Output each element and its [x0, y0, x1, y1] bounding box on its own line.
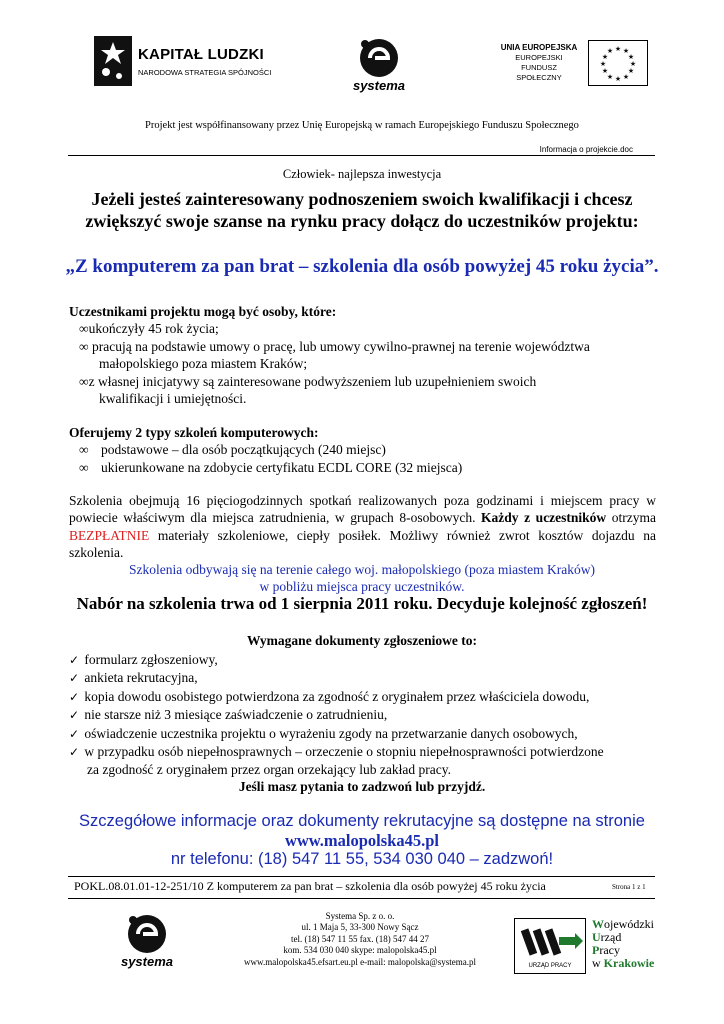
area-line-2: w pobliżu miejsca pracy uczestników.: [259, 579, 465, 594]
list-item: [69, 743, 659, 761]
list-item-text: w przypadku osób niepełnosprawnych – orzeczenie o stopniu niepełnosprawności potwierdzone: [84, 744, 604, 760]
kapital-ludzki-title: KAPITAŁ LUDZKI: [138, 46, 264, 63]
tagline: Człowiek- najlepsza inwestycja: [282, 167, 442, 181]
infinity-bullet-icon: ∞: [79, 338, 89, 354]
mobile-skype: kom. 534 030 040 skype: malopolska45.pl: [283, 945, 437, 956]
systema-footer-logo: [100, 912, 195, 970]
offer-section: [69, 424, 656, 476]
svg-text:★: ★: [601, 67, 609, 75]
offer-heading: Oferujemy 2 typy szkoleń komputerowych:: [69, 425, 319, 440]
kapital-ludzki-subtitle: NARODOWA STRATEGIA SPÓJNOŚCI: [138, 68, 272, 77]
list-item: [79, 441, 656, 458]
page-number: Strona 1 z 1: [612, 883, 646, 891]
infinity-bullet-icon: ∞: [79, 321, 89, 337]
svg-text:★: ★: [627, 67, 635, 75]
checkmark-icon: ✓: [69, 745, 80, 760]
list-item-text: nie starsze niż 3 miesiące zaświadczenie o zatrudnieniu,: [84, 707, 388, 723]
eu-flag-icon: [588, 40, 648, 86]
wup-box-label: URZĄD PRACY: [528, 963, 572, 969]
list-item: [79, 459, 656, 476]
list-item: [79, 373, 656, 408]
infinity-bullet-icon: ∞: [79, 373, 89, 389]
systema-logo: [332, 36, 427, 94]
participants-section: [69, 303, 656, 407]
list-item: [69, 669, 659, 687]
list-item: [69, 725, 659, 743]
training-paragraph: [69, 492, 656, 562]
participants-list: [69, 320, 656, 407]
svg-text:★: ★: [622, 73, 630, 81]
area-line-1: Szkolenia odbywają się na terenie całego woj. małopolskiego (poza miastem Kraków): [129, 562, 595, 577]
list-item-text: ankieta rekrutacyjna,: [84, 670, 198, 686]
project-title: „Z komputerem za pan brat – szkolenia dla osób powyżej 45 roku życia”.: [65, 256, 659, 277]
systema-emblem-icon: [332, 36, 427, 94]
company-name: Systema Sp. z o. o.: [325, 911, 395, 921]
checkmark-icon: ✓: [69, 708, 80, 723]
list-item-text: kopia dowodu osobistego potwierdzona za zgodność z oryginałem przez właściciela dowodu,: [84, 688, 590, 704]
training-free-highlight: BEZPŁATNIE: [69, 527, 150, 543]
footer-divider-top: [68, 876, 655, 877]
eu-line1: UNIA EUROPEJSKA: [500, 43, 578, 52]
details-line-1: Szczegółowe informacje oraz dokumenty rekrutacyjne są dostępne na stronie: [79, 812, 645, 830]
wup-logo: [514, 918, 664, 978]
list-item: [69, 688, 659, 706]
web-email[interactable]: www.malopolska45.efsart.eu.pl e-mail: malopolska@systema.pl: [244, 956, 476, 967]
eu-line2: EUROPEJSKI: [515, 53, 563, 62]
systema-wordmark: systema: [352, 78, 406, 93]
list-item-text: formularz zgłoszeniowy,: [84, 652, 218, 667]
list-item-text: ukończyły 45 rok życia;: [88, 321, 219, 337]
documents-list: [69, 651, 659, 779]
offer-list: [69, 441, 656, 476]
list-item: [79, 320, 656, 337]
training-text-bold: Każdy z uczestników: [481, 510, 607, 526]
list-item: [69, 706, 659, 724]
training-text-3: materiały szkoleniowe, ciepły posiłek. Możliwy również zwrot kosztów dojazdu na szkolenia.: [69, 527, 656, 561]
svg-text:★: ★: [606, 73, 614, 81]
systema-wordmark: systema: [120, 954, 174, 969]
svg-text:★: ★: [606, 47, 614, 55]
svg-text:★: ★: [614, 45, 622, 53]
svg-text:★: ★: [601, 53, 609, 61]
list-item-text: podstawowe – dla osób początkujących (240 miejsc): [101, 442, 386, 458]
infinity-bullet-icon: ∞: [79, 442, 89, 458]
documents-heading: Wymagane dokumenty zgłoszeniowe to:: [246, 633, 478, 648]
svg-text:★: ★: [627, 53, 635, 61]
list-item-text: ukierunkowane na zdobycie certyfikatu ECDL CORE (32 miejsca): [101, 459, 463, 475]
eu-logo: [498, 38, 650, 88]
list-item: [69, 651, 659, 669]
infinity-bullet-icon: ∞: [79, 459, 89, 475]
checkmark-icon: ✓: [69, 726, 80, 741]
training-text-1: Szkolenia obejmują 16 pięciogodzinnych spotkań realizowanych poza godzinami i miejscem pracy w powiecie właściwym dla miejsca zatrudnienia, w grupach 8-osobowych.: [69, 493, 656, 526]
systema-emblem-icon: [100, 912, 195, 970]
training-area-note: [0, 561, 724, 595]
participants-heading: Uczestnikami projektu mogą być osoby, które:: [69, 304, 337, 319]
footer-divider-bottom: [68, 898, 655, 899]
details-section: [0, 812, 724, 869]
funding-note: Projekt jest współfinansowany przez Unię Europejską w ramach Europejskiego Funduszu Społecznego: [145, 120, 579, 131]
svg-text:★: ★: [614, 75, 622, 83]
list-item-text: z własnej inicjatywy są zainteresowane podwyższeniem lub uzupełnieniem swoich: [88, 373, 537, 389]
svg-text:★: ★: [599, 60, 607, 68]
checkmark-icon: ✓: [69, 689, 80, 704]
list-item: [79, 338, 656, 373]
footer-project-code: POKL.08.01.01-12-251/10 Z komputerem za pan brat – szkolenia dla osób powyżej 45 roku życia: [74, 879, 546, 893]
svg-text:★: ★: [622, 47, 630, 55]
eu-text: [498, 43, 580, 83]
contact-block: [220, 911, 500, 968]
wup-text: Wojewódzki Urząd Pracy w Krakowie: [592, 917, 655, 970]
eu-line3: FUNDUSZ SPOŁECZNY: [516, 63, 562, 82]
svg-text:★: ★: [629, 60, 637, 68]
list-item-continuation: kwalifikacji i umiejętności.: [99, 391, 247, 407]
phone-line: nr telefonu: (18) 547 11 55, 534 030 040 – zadzwoń!: [170, 850, 554, 868]
headline: Jeżeli jesteś zainteresowany podnoszeniem swoich kwalifikacji i chcesz zwiększyć swoje szanse na rynku pracy dołącz do uczestników projektu:: [85, 189, 639, 231]
list-item-continuation: małopolskiego poza miastem Kraków;: [99, 356, 308, 372]
list-item-text: oświadczenie uczestnika projektu o wyrażeniu zgody na przetwarzanie danych osobowych,: [84, 725, 578, 741]
training-text-2: otrzyma: [606, 510, 656, 526]
checkmark-icon: ✓: [69, 653, 80, 667]
recruitment-notice: Nabór na szkolenia trwa od 1 sierpnia 2011 roku. Decyduje kolejność zgłoszeń!: [76, 594, 648, 613]
website-link[interactable]: www.malopolska45.pl: [284, 831, 440, 850]
checkmark-icon: ✓: [69, 671, 80, 686]
list-item-text: pracują na podstawie umowy o pracę, lub umowy cywilno-prawnej na terenie województwa: [92, 338, 590, 354]
wup-emblem-icon: [514, 918, 586, 974]
document-reference: Informacja o projekcie.doc: [539, 145, 633, 154]
questions-note: Jeśli masz pytania to zadzwoń lub przyjdź.: [238, 779, 486, 794]
phone-fax: tel. (18) 547 11 55 fax. (18) 547 44 27: [291, 933, 429, 944]
kapital-ludzki-logo: [94, 36, 272, 90]
list-item-continuation: za zgodność z oryginałem przez organ orzekający lub zakład pracy.: [87, 762, 451, 778]
kapital-ludzki-emblem-icon: [94, 36, 132, 86]
address: ul. 1 Maja 5, 33-300 Nowy Sącz: [301, 922, 419, 933]
header-divider: [68, 155, 655, 156]
